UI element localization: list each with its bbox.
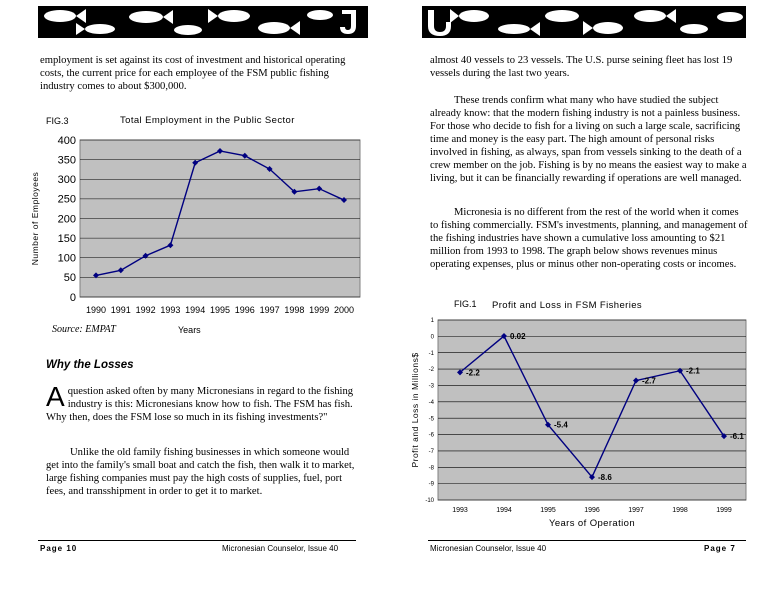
x-tick-label: 1992 <box>135 305 156 315</box>
y-tick-label: 100 <box>57 252 76 265</box>
x-tick-label: 1994 <box>496 507 512 514</box>
right-page <box>388 0 776 600</box>
right-intro-paragraph: almost 40 vessels to 23 vessels. The U.S. purse seining fleet has lost 19 vessels during the last two years. <box>430 55 733 79</box>
x-tick-label: 1995 <box>540 507 556 514</box>
right-paragraph-1: These trends confirm what many who have studied the subject already know: that the modern fishing industry is not a painless business. For those who decide to fish for a living on such a large scale, sacrificing time and money is the easy part. The high amount of personal risks involved in fishing, as always, span from vessels sinking to the death of a crew member on the job. Fishing is by no means the easiest way to make a living, but it can be financially rewarding if operations are well managed. <box>430 95 747 184</box>
footer-page-number-left: Page 10 <box>40 544 78 553</box>
y-tick-label: -4 <box>428 399 434 406</box>
y-tick-label: 1 <box>430 318 434 325</box>
fish-banner-right <box>422 6 746 38</box>
profit-loss-chart <box>410 310 756 532</box>
right-paragraph-2: Micronesia is no different from the rest of the world when it comes to fishing commercially. FSM's investments, planning, and management of the fishing industries have shown a cumulative loss amounting to $21 million from 1993 to 1998. The graph below shows revenues minus operating expenses, plus or minus other non-operating costs or incomes. <box>430 207 748 270</box>
plot-area <box>438 320 746 500</box>
y-tick-label: -6 <box>428 432 434 439</box>
y-axis-label: Profit and Loss in Millions$ <box>410 352 420 468</box>
y-tick-label: -7 <box>428 449 434 456</box>
y-tick-label: -3 <box>428 383 434 390</box>
section-heading: Why the Losses <box>46 359 134 371</box>
x-tick-label: 2000 <box>333 305 355 315</box>
footer-issue-left: Micronesian Counselor, Issue 40 <box>222 544 339 553</box>
x-tick-label: 1995 <box>209 305 231 315</box>
x-tick-label: 1993 <box>452 507 468 514</box>
fig1-label: FIG.1 <box>454 299 477 309</box>
x-tick-label: 1998 <box>672 507 688 514</box>
x-tick-label: 1990 <box>85 305 107 315</box>
y-tick-label: -9 <box>428 481 434 488</box>
y-tick-label: -1 <box>428 350 434 357</box>
profit-chart-title: Profit and Loss in FSM Fisheries <box>492 300 643 311</box>
y-tick-label: 300 <box>57 174 76 187</box>
data-label: -2.1 <box>686 366 700 376</box>
data-label: -2.7 <box>642 376 656 386</box>
x-tick-label: 1993 <box>160 305 181 315</box>
left-paragraph-2: Unlike the old family fishing businesses in which someone would get into the family's small boat and catch the fish, then walk it to market, large fishing companies must pay the high costs of supplies, fuel, port fees, and transshipment in order to get it to market. <box>46 447 355 497</box>
x-tick-label: 1991 <box>110 305 131 315</box>
data-label: -8.6 <box>598 473 612 483</box>
y-tick-label: 0 <box>430 334 434 341</box>
x-tick-label: 1996 <box>584 507 600 514</box>
y-tick-label: -2 <box>428 367 434 374</box>
footer-rule-right <box>428 540 746 541</box>
employment-chart <box>26 128 366 324</box>
footer-issue-right: Micronesian Counselor, Issue 40 <box>430 544 547 553</box>
y-tick-label: -10 <box>425 498 434 505</box>
y-tick-label: 0 <box>69 291 76 304</box>
y-tick-label: -8 <box>428 465 434 472</box>
x-tick-label: 1996 <box>234 305 255 315</box>
y-tick-label: 50 <box>63 272 76 285</box>
x-tick-label: 1997 <box>259 305 280 315</box>
y-tick-label: 150 <box>57 232 76 245</box>
data-label: -6.1 <box>730 432 744 442</box>
left-paragraph-1-text: question asked often by many Micronesians in regard to the fishing industry is this: Micronesians know how to fish. The FSM has fish. Why then, does the FSM lose so much in its fishing investments?" <box>46 386 354 423</box>
left-intro-paragraph: employment is set against its cost of investment and historical operating costs, the current price for each employee of the FSM public fishing industry comes to about $300,000. <box>40 55 346 92</box>
x-axis-label: Years of Operation <box>548 518 636 529</box>
data-label: 0.02 <box>510 332 526 342</box>
left-paragraph-1 <box>46 381 364 424</box>
fig3-label: FIG.3 <box>46 116 69 126</box>
footer-rule-left <box>38 540 356 541</box>
drop-cap: A <box>46 381 65 412</box>
data-label: -2.2 <box>466 368 480 378</box>
x-tick-label: 1994 <box>185 305 206 315</box>
y-tick-label: 350 <box>57 154 76 167</box>
chart-source: Source: EMPAT <box>52 324 116 335</box>
fish-banner-left <box>38 6 368 38</box>
footer-page-number-right: Page 7 <box>704 544 736 553</box>
employment-x-axis-label: Years <box>178 325 201 335</box>
x-tick-label: 1999 <box>309 305 330 315</box>
y-tick-label: 250 <box>57 193 76 206</box>
y-axis-label: Number of Employees <box>30 171 40 266</box>
x-tick-label: 1997 <box>628 507 644 514</box>
employment-chart-title: Total Employment in the Public Sector <box>120 115 295 126</box>
y-tick-label: 200 <box>57 213 76 226</box>
x-tick-label: 1998 <box>284 305 305 315</box>
y-tick-label: 400 <box>57 134 76 147</box>
data-label: -5.4 <box>554 420 568 430</box>
x-tick-label: 1999 <box>716 507 732 514</box>
y-tick-label: -5 <box>428 416 434 423</box>
